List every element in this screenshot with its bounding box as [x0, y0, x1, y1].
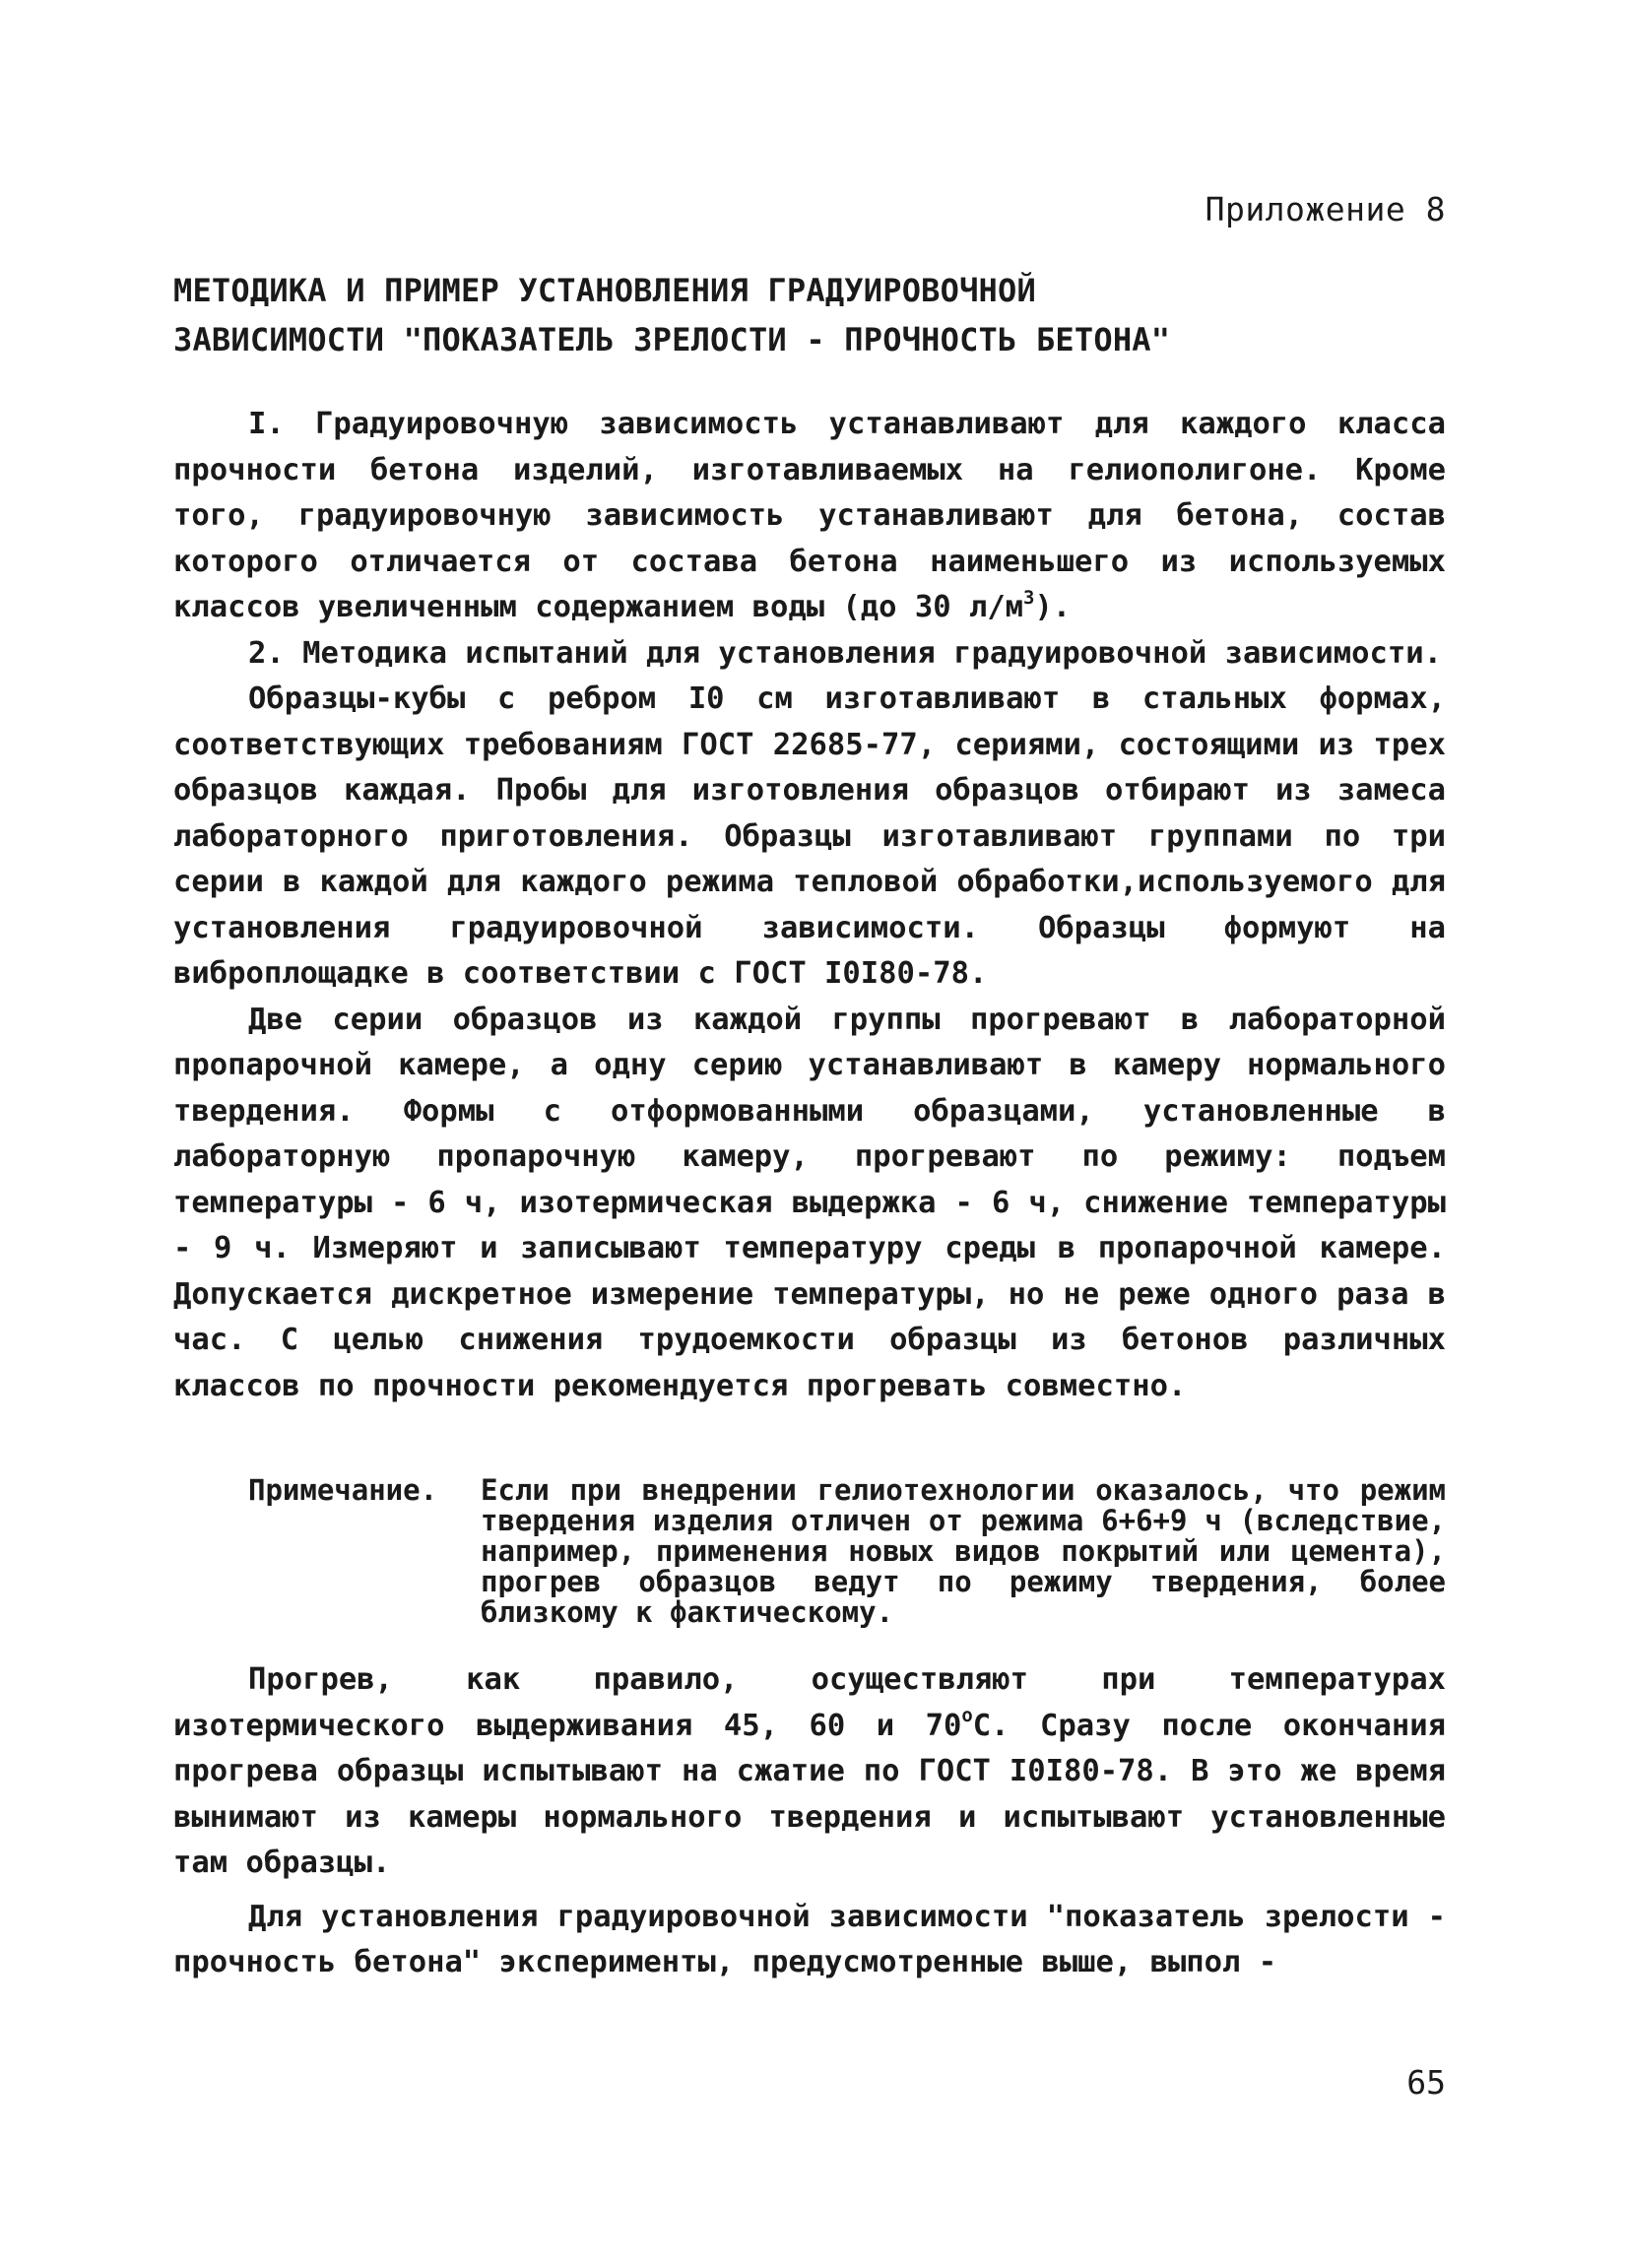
document-title [173, 266, 1170, 364]
paragraph-4: Две серии образцов из каждой группы прогревают в лабораторной пропарочной камере, а одну серию устанавливают в камеру нормального твердения. Формы с отформованными образцами, установленные в лабораторную пропарочную камеру, прогревают по режиму: подъем температуры - 6 ч, изотермическая выдержка - 6 ч, снижение температуры - 9 ч. Измеряют и записывают температуру среды в пропарочной камере. Допускается дискретное измерение температуры, но не реже одного раза в час. С целью снижения трудоемкости образцы из бетонов различных классов по прочности рекомендуется прогревать совместно. [173, 1002, 1446, 1403]
appendix-label: Приложение 8 [1205, 190, 1446, 228]
title-line-2: ЗАВИСИМОСТИ "ПОКАЗАТЕЛЬ ЗРЕЛОСТИ - ПРОЧНОСТЬ БЕТОНА" [173, 321, 1171, 358]
paragraph-5-superscript: о [961, 1705, 973, 1727]
note-text: Если при внедрении гелиотехнологии оказалось, что режим твердения изделия отличен от режима 6+6+9 ч (вследствие, например, применения новых видов покрытий или цемента), прогрев образцов ведут по режиму твердения, более близкому к фактическому. [481, 1473, 1446, 1629]
note-label: Примечание. [248, 1473, 438, 1507]
paragraph-1-end: ). [1034, 590, 1072, 624]
paragraph-5-text: Прогрев, как правило, осуществляют при температурах изотермического выдерживания 45, 60 и 70 [173, 1662, 1446, 1743]
paragraph-1-superscript: 3 [1023, 586, 1035, 609]
paragraph-1-text: I. Градуировочную зависимость устанавливают для каждого класса прочности бетона изделий, изготавливаемых на гелиополигоне. Кроме того, градуировочную зависимость устанавливают для бетона, состав которого отличается от состава бетона наименьшего из используемых классов увеличенным содержанием воды (до 30 л/м [173, 407, 1446, 624]
paragraph-5-end: С. Сразу после окончания прогрева образцы испытывают на сжатие по ГОСТ I0I80-78. В это же время вынимают из камеры нормального твердения и испытывают установленные там образцы. [173, 1708, 1446, 1880]
paragraph-3: Образцы-кубы с ребром I0 см изготавливают в стальных формах, соответствующих требованиям ГОСТ 22685-77, сериями, состоящими из трех образцов каждая. Пробы для изготовления образцов отбирают из замеса лабораторного приготовления. Образцы изготавливают группами по три серии в каждой для каждого режима тепловой обработки,используемого для установления градуировочной зависимости. Образцы формуют на виброплощадке в соответствии с ГОСТ I0I80-78. [173, 681, 1446, 991]
title-line-1: МЕТОДИКА И ПРИМЕР УСТАНОВЛЕНИЯ ГРАДУИРОВОЧНОЙ [173, 272, 1036, 309]
note-block [248, 1473, 1446, 1629]
page-number: 65 [1406, 2063, 1446, 2102]
paragraph-1 [173, 402, 1446, 631]
paragraph-6: Для установления градуировочной зависимости "показатель зрелости - прочность бетона" эксперименты, предусмотренные выше, выпол - [173, 1899, 1446, 1979]
body-section-1 [173, 402, 1446, 1409]
paragraph-2: 2. Методика испытаний для установления градуировочной зависимости. [248, 635, 1442, 671]
body-section-2 [173, 1657, 1446, 1986]
paragraph-5 [173, 1657, 1446, 1887]
